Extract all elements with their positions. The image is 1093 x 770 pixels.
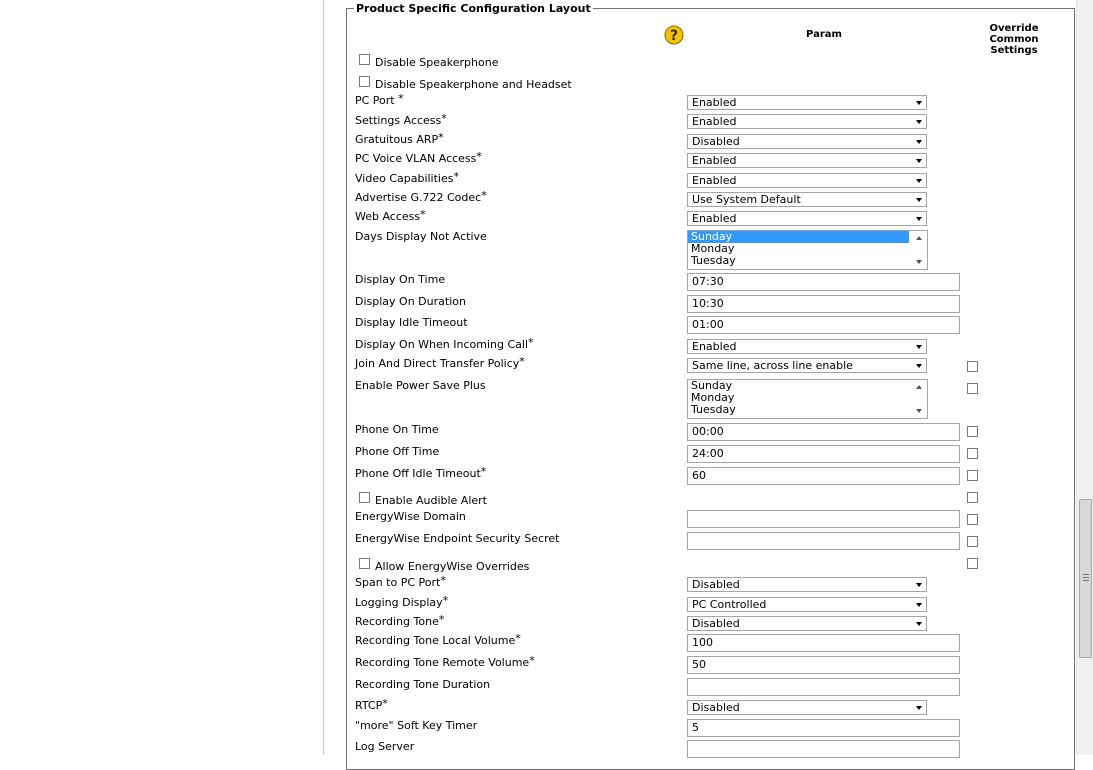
phone-off-idle-timeout-override-checkbox[interactable]: [967, 470, 978, 481]
video-capabilities-label: Video Capabilities*: [355, 170, 459, 185]
phone-off-time-label: Phone Off Time: [355, 445, 440, 458]
arrow-down-icon: [916, 260, 922, 264]
recording-tone-duration-input[interactable]: [687, 678, 960, 696]
chevron-down-icon: [916, 706, 922, 710]
recording-tone-select[interactable]: Disabled: [687, 616, 927, 631]
enable-power-save-plus-listbox[interactable]: [687, 379, 928, 419]
listbox-scrollbar[interactable]: [910, 380, 927, 418]
recording-tone-label: Recording Tone*: [355, 613, 445, 628]
required-marker: *: [440, 574, 446, 587]
arrow-up-icon: [916, 385, 922, 389]
recording-tone-remote-volume-input[interactable]: 50: [687, 656, 960, 674]
disable-speakerphone-headset-checkbox[interactable]: [359, 76, 370, 87]
phone-off-time-input[interactable]: 24:00: [687, 445, 960, 463]
chevron-down-icon: [916, 179, 922, 183]
help-icon[interactable]: [664, 24, 684, 46]
allow-energywise-overrides-checkbox[interactable]: [359, 558, 370, 569]
join-direct-transfer-label: Join And Direct Transfer Policy*: [355, 355, 525, 370]
chevron-down-icon: [916, 364, 922, 368]
left-navigation-pane: [0, 0, 324, 755]
chevron-down-icon: [916, 583, 922, 587]
required-marker: *: [420, 208, 426, 221]
page-vertical-scrollbar[interactable]: [1076, 0, 1093, 755]
grip-line: [1083, 577, 1089, 578]
enable-power-save-plus-label: Enable Power Save Plus: [355, 379, 486, 392]
disable-speakerphone-headset-label: Disable Speakerphone and Headset: [375, 78, 572, 91]
listbox-option[interactable]: Monday: [691, 391, 735, 404]
rtcp-label: RTCP*: [355, 697, 388, 712]
display-idle-timeout-input[interactable]: 01:00: [687, 316, 960, 334]
recording-tone-duration-label: Recording Tone Duration: [355, 678, 491, 691]
energywise-domain-override-checkbox[interactable]: [967, 514, 978, 525]
listbox-option[interactable]: Monday: [691, 242, 735, 255]
chevron-down-icon: [916, 603, 922, 607]
pc-port-label: PC Port *: [355, 92, 404, 107]
energywise-secret-label: EnergyWise Endpoint Security Secret: [355, 532, 560, 545]
required-marker: *: [481, 189, 487, 202]
gratuitous-arp-label: Gratuitous ARP*: [355, 131, 444, 146]
phone-on-time-input[interactable]: 00:00: [687, 423, 960, 441]
required-marker: *: [398, 92, 404, 105]
listbox-option[interactable]: Sunday: [688, 231, 909, 243]
advertise-g722-select[interactable]: Use System Default: [687, 192, 927, 207]
chevron-down-icon: [916, 622, 922, 626]
allow-energywise-overrides-override-checkbox[interactable]: [967, 558, 978, 569]
display-on-time-label: Display On Time: [355, 273, 446, 286]
days-display-not-active-label: Days Display Not Active: [355, 230, 487, 243]
required-marker: *: [453, 170, 459, 183]
energywise-domain-input[interactable]: [687, 510, 960, 528]
grip-line: [1083, 580, 1089, 581]
enable-audible-alert-override-checkbox[interactable]: [967, 492, 978, 503]
recording-tone-remote-volume-label: Recording Tone Remote Volume*: [355, 654, 535, 669]
allow-energywise-overrides-label: Allow EnergyWise Overrides: [375, 560, 530, 573]
logging-display-label: Logging Display*: [355, 594, 449, 609]
chevron-down-icon: [916, 345, 922, 349]
phone-off-time-override-checkbox[interactable]: [967, 448, 978, 459]
logging-display-select[interactable]: PC Controlled: [687, 597, 927, 612]
required-marker: *: [438, 613, 445, 626]
more-soft-key-timer-label: "more" Soft Key Timer: [355, 719, 478, 732]
rtcp-select[interactable]: Disabled: [687, 700, 927, 715]
recording-tone-local-volume-label: Recording Tone Local Volume*: [355, 632, 521, 647]
required-marker: *: [529, 654, 535, 667]
required-marker: *: [476, 150, 482, 163]
phone-off-idle-timeout-label: Phone Off Idle Timeout*: [355, 465, 487, 480]
span-to-pc-port-label: Span to PC Port*: [355, 574, 446, 589]
advertise-g722-label: Advertise G.722 Codec*: [355, 189, 487, 204]
display-on-duration-label: Display On Duration: [355, 295, 466, 308]
chevron-down-icon: [916, 140, 922, 144]
enable-power-save-plus-override-checkbox[interactable]: [967, 383, 978, 394]
required-marker: *: [528, 336, 534, 349]
video-capabilities-select[interactable]: Enabled: [687, 173, 927, 188]
energywise-secret-input[interactable]: [687, 532, 960, 550]
listbox-scrollbar[interactable]: [910, 231, 927, 269]
energywise-domain-label: EnergyWise Domain: [355, 510, 466, 523]
required-marker: *: [442, 594, 449, 607]
pc-voice-vlan-select[interactable]: Enabled: [687, 153, 927, 168]
more-soft-key-timer-input[interactable]: 5: [687, 719, 960, 737]
span-to-pc-port-select[interactable]: Disabled: [687, 577, 927, 592]
disable-speakerphone-checkbox[interactable]: [359, 54, 370, 65]
chevron-down-icon: [916, 198, 922, 202]
chevron-down-icon: [916, 217, 922, 221]
display-idle-timeout-label: Display Idle Timeout: [355, 316, 468, 329]
enable-audible-alert-checkbox[interactable]: [359, 492, 370, 503]
phone-on-time-label: Phone On Time: [355, 423, 439, 436]
pc-voice-vlan-label: PC Voice VLAN Access*: [355, 150, 482, 165]
gratuitous-arp-select[interactable]: Disabled: [687, 134, 927, 149]
chevron-down-icon: [916, 159, 922, 163]
arrow-up-icon: [916, 236, 922, 240]
required-marker: *: [519, 355, 525, 368]
phone-on-time-override-checkbox[interactable]: [967, 426, 978, 437]
log-server-label: Log Server: [355, 740, 415, 753]
display-on-incoming-select[interactable]: Enabled: [687, 339, 927, 354]
display-on-time-input[interactable]: 07:30: [687, 273, 960, 291]
grip-line: [1083, 574, 1089, 575]
help-icon-glyph: ?: [669, 28, 679, 44]
disable-speakerphone-label: Disable Speakerphone: [375, 56, 499, 69]
recording-tone-local-volume-input[interactable]: 100: [687, 634, 960, 652]
enable-audible-alert-label: Enable Audible Alert: [375, 494, 487, 507]
required-marker: *: [515, 632, 521, 645]
display-on-incoming-label: Display On When Incoming Call*: [355, 336, 534, 351]
energywise-secret-override-checkbox[interactable]: [967, 536, 978, 547]
phone-off-idle-timeout-input[interactable]: 60: [687, 467, 960, 485]
join-direct-transfer-select[interactable]: Same line, across line enable: [687, 358, 927, 373]
required-marker: *: [441, 112, 447, 125]
arrow-down-icon: [916, 409, 922, 413]
listbox-option[interactable]: Tuesday: [691, 254, 736, 267]
section-legend: Product Specific Configuration Layout: [356, 2, 591, 15]
settings-access-label: Settings Access*: [355, 112, 447, 127]
settings-access-select[interactable]: Enabled: [687, 114, 927, 129]
listbox-option[interactable]: Sunday: [691, 379, 733, 392]
log-server-input[interactable]: [687, 740, 960, 758]
display-on-duration-input[interactable]: 10:30: [687, 295, 960, 313]
pc-port-select[interactable]: Enabled: [687, 95, 927, 110]
web-access-label: Web Access*: [355, 208, 426, 223]
web-access-select[interactable]: Enabled: [687, 211, 927, 226]
column-header-param: Param: [806, 29, 842, 40]
required-marker: *: [382, 697, 388, 710]
chevron-down-icon: [916, 101, 922, 105]
scrollbar-thumb[interactable]: [1079, 499, 1092, 658]
column-header-override: Override Common Settings: [989, 23, 1039, 56]
days-display-not-active-listbox[interactable]: [687, 230, 928, 270]
chevron-down-icon: [916, 120, 922, 124]
join-direct-transfer-override-checkbox[interactable]: [967, 361, 978, 372]
required-marker: *: [480, 465, 487, 478]
listbox-option[interactable]: Tuesday: [691, 403, 736, 416]
required-marker: *: [438, 131, 444, 144]
